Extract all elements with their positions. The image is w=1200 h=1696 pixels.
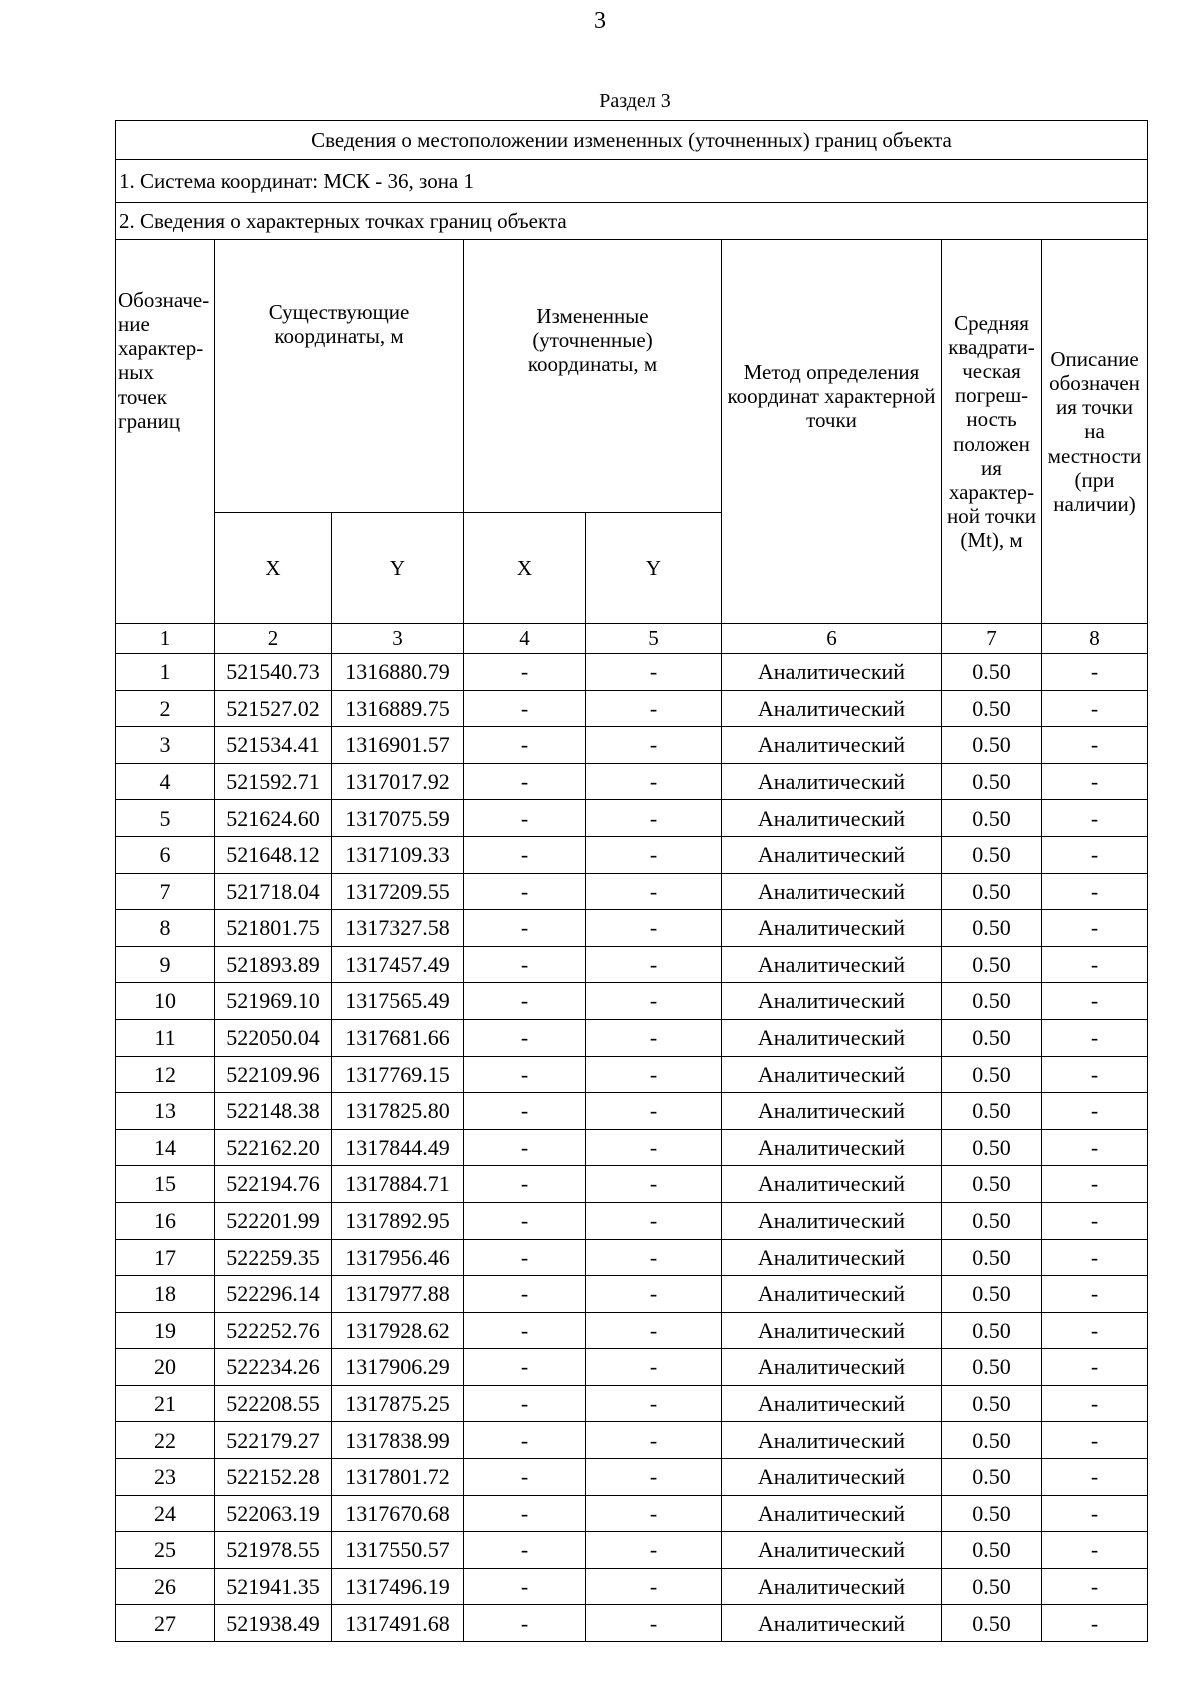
method: Аналитический (722, 1166, 942, 1203)
changed-x: - (464, 946, 586, 983)
point-description: - (1042, 1422, 1148, 1459)
table-row (116, 910, 1148, 947)
method: Аналитический (722, 1093, 942, 1130)
changed-x: - (464, 800, 586, 837)
changed-y: - (586, 1495, 722, 1532)
method: Аналитический (722, 983, 942, 1020)
existing-y: 1317670.68 (332, 1495, 464, 1532)
point-number: 6 (116, 836, 215, 873)
point-number: 17 (116, 1239, 215, 1276)
point-description: - (1042, 946, 1148, 983)
point-number: 26 (116, 1568, 215, 1605)
existing-x: 521624.60 (215, 800, 332, 837)
table-row (116, 1459, 1148, 1496)
page-number: 3 (594, 8, 606, 34)
mean-error: 0.50 (942, 1349, 1042, 1386)
method: Аналитический (722, 1385, 942, 1422)
mean-error: 0.50 (942, 1129, 1042, 1166)
point-description: - (1042, 1459, 1148, 1496)
mean-error: 0.50 (942, 1166, 1042, 1203)
changed-y: - (586, 763, 722, 800)
existing-y: 1317977.88 (332, 1276, 464, 1313)
column-number: 2 (215, 624, 332, 654)
mean-error: 0.50 (942, 1495, 1042, 1532)
point-description: - (1042, 1312, 1148, 1349)
existing-x: 522152.28 (215, 1459, 332, 1496)
header-changed-x: X (464, 513, 586, 624)
changed-y: - (586, 727, 722, 764)
changed-y: - (586, 1568, 722, 1605)
point-number: 23 (116, 1459, 215, 1496)
changed-y: - (586, 1239, 722, 1276)
table-row (116, 763, 1148, 800)
method: Аналитический (722, 1019, 942, 1056)
column-number: 6 (722, 624, 942, 654)
existing-y: 1316901.57 (332, 727, 464, 764)
point-number: 1 (116, 654, 215, 691)
point-description: - (1042, 763, 1148, 800)
table-row (116, 800, 1148, 837)
method: Аналитический (722, 1605, 942, 1642)
table-row (116, 1019, 1148, 1056)
point-number: 2 (116, 690, 215, 727)
mean-error: 0.50 (942, 1422, 1042, 1459)
existing-x: 522208.55 (215, 1385, 332, 1422)
point-number: 19 (116, 1312, 215, 1349)
table-row (116, 1056, 1148, 1093)
existing-y: 1316889.75 (332, 690, 464, 727)
header-changed-coordinates: Измененные (уточненные) координаты, м (464, 240, 722, 513)
point-number: 16 (116, 1202, 215, 1239)
table-row (116, 1422, 1148, 1459)
header-method: Метод определения координат характерной точки (722, 240, 942, 624)
changed-x: - (464, 654, 586, 691)
existing-y: 1316880.79 (332, 654, 464, 691)
point-number: 21 (116, 1385, 215, 1422)
method: Аналитический (722, 1495, 942, 1532)
table-row (116, 836, 1148, 873)
existing-x: 521592.71 (215, 763, 332, 800)
header-error: Средняя квадрати-ческая погреш-ность положен ия характер-ной точки (Mt), м (942, 240, 1042, 624)
existing-y: 1317209.55 (332, 873, 464, 910)
point-description: - (1042, 873, 1148, 910)
changed-x: - (464, 836, 586, 873)
changed-y: - (586, 1129, 722, 1166)
table-row (116, 1129, 1148, 1166)
header-description: Описание обозначен ия точки на местности (при наличии) (1042, 240, 1148, 624)
point-description: - (1042, 1495, 1148, 1532)
existing-x: 521540.73 (215, 654, 332, 691)
existing-y: 1317884.71 (332, 1166, 464, 1203)
column-number: 5 (586, 624, 722, 654)
changed-x: - (464, 1093, 586, 1130)
changed-y: - (586, 1385, 722, 1422)
table-row (116, 946, 1148, 983)
existing-y: 1317769.15 (332, 1056, 464, 1093)
point-number: 15 (116, 1166, 215, 1203)
changed-x: - (464, 1019, 586, 1056)
changed-y: - (586, 800, 722, 837)
mean-error: 0.50 (942, 727, 1042, 764)
points-heading: 2. Сведения о характерных точках границ объекта (116, 203, 1148, 240)
table-title: Сведения о местоположении измененных (уточненных) границ объекта (116, 121, 1148, 160)
section-label: Раздел 3 (599, 90, 671, 112)
changed-y: - (586, 836, 722, 873)
existing-x: 522194.76 (215, 1166, 332, 1203)
method: Аналитический (722, 1459, 942, 1496)
changed-y: - (586, 1532, 722, 1569)
point-description: - (1042, 910, 1148, 947)
header-designation: Обозначе- ние характер- ных точек границ (116, 240, 215, 624)
table-row (116, 1276, 1148, 1313)
existing-x: 522148.38 (215, 1093, 332, 1130)
changed-y: - (586, 910, 722, 947)
point-number: 3 (116, 727, 215, 764)
point-description: - (1042, 1349, 1148, 1386)
point-number: 18 (116, 1276, 215, 1313)
column-number: 3 (332, 624, 464, 654)
changed-x: - (464, 1166, 586, 1203)
existing-x: 521941.35 (215, 1568, 332, 1605)
method: Аналитический (722, 690, 942, 727)
changed-x: - (464, 1459, 586, 1496)
mean-error: 0.50 (942, 1459, 1042, 1496)
changed-y: - (586, 690, 722, 727)
table-row (116, 690, 1148, 727)
mean-error: 0.50 (942, 1385, 1042, 1422)
existing-x: 521938.49 (215, 1605, 332, 1642)
changed-x: - (464, 1349, 586, 1386)
point-description: - (1042, 1385, 1148, 1422)
changed-x: - (464, 763, 586, 800)
changed-x: - (464, 1276, 586, 1313)
existing-y: 1317844.49 (332, 1129, 464, 1166)
changed-y: - (586, 1605, 722, 1642)
point-description: - (1042, 1276, 1148, 1313)
point-description: - (1042, 1166, 1148, 1203)
changed-x: - (464, 983, 586, 1020)
changed-y: - (586, 1019, 722, 1056)
existing-y: 1317681.66 (332, 1019, 464, 1056)
existing-y: 1317017.92 (332, 763, 464, 800)
point-description: - (1042, 1202, 1148, 1239)
changed-y: - (586, 654, 722, 691)
existing-y: 1317928.62 (332, 1312, 464, 1349)
existing-x: 521801.75 (215, 910, 332, 947)
point-description: - (1042, 1532, 1148, 1569)
point-number: 4 (116, 763, 215, 800)
changed-x: - (464, 1495, 586, 1532)
table-row (116, 654, 1148, 691)
existing-x: 522259.35 (215, 1239, 332, 1276)
changed-y: - (586, 873, 722, 910)
method: Аналитический (722, 836, 942, 873)
column-number: 4 (464, 624, 586, 654)
existing-y: 1317875.25 (332, 1385, 464, 1422)
changed-y: - (586, 1056, 722, 1093)
point-number: 9 (116, 946, 215, 983)
header-changed-y: Y (586, 513, 722, 624)
changed-y: - (586, 1093, 722, 1130)
table-row (116, 873, 1148, 910)
method: Аналитический (722, 763, 942, 800)
existing-x: 521534.41 (215, 727, 332, 764)
table-row (116, 1166, 1148, 1203)
changed-y: - (586, 1202, 722, 1239)
existing-y: 1317457.49 (332, 946, 464, 983)
mean-error: 0.50 (942, 873, 1042, 910)
header-existing-coordinates: Существующие координаты, м (215, 240, 464, 513)
changed-y: - (586, 1312, 722, 1349)
changed-x: - (464, 873, 586, 910)
point-description: - (1042, 1605, 1148, 1642)
changed-x: - (464, 1422, 586, 1459)
point-number: 27 (116, 1605, 215, 1642)
method: Аналитический (722, 1349, 942, 1386)
existing-x: 521648.12 (215, 836, 332, 873)
table-row (116, 983, 1148, 1020)
existing-y: 1317565.49 (332, 983, 464, 1020)
mean-error: 0.50 (942, 763, 1042, 800)
changed-x: - (464, 1056, 586, 1093)
existing-x: 522252.76 (215, 1312, 332, 1349)
column-number: 1 (116, 624, 215, 654)
method: Аналитический (722, 727, 942, 764)
method: Аналитический (722, 1532, 942, 1569)
method: Аналитический (722, 1129, 942, 1166)
point-number: 22 (116, 1422, 215, 1459)
existing-y: 1317327.58 (332, 910, 464, 947)
method: Аналитический (722, 654, 942, 691)
changed-y: - (586, 1166, 722, 1203)
method: Аналитический (722, 1239, 942, 1276)
mean-error: 0.50 (942, 1056, 1042, 1093)
mean-error: 0.50 (942, 1568, 1042, 1605)
mean-error: 0.50 (942, 690, 1042, 727)
mean-error: 0.50 (942, 800, 1042, 837)
changed-x: - (464, 1202, 586, 1239)
method: Аналитический (722, 910, 942, 947)
existing-x: 522109.96 (215, 1056, 332, 1093)
header-existing-x: X (215, 513, 332, 624)
mean-error: 0.50 (942, 946, 1042, 983)
point-description: - (1042, 1239, 1148, 1276)
existing-y: 1317075.59 (332, 800, 464, 837)
point-description: - (1042, 727, 1148, 764)
mean-error: 0.50 (942, 1202, 1042, 1239)
point-description: - (1042, 1019, 1148, 1056)
changed-y: - (586, 1459, 722, 1496)
existing-x: 521893.89 (215, 946, 332, 983)
mean-error: 0.50 (942, 1093, 1042, 1130)
changed-y: - (586, 1276, 722, 1313)
existing-y: 1317825.80 (332, 1093, 464, 1130)
method: Аналитический (722, 873, 942, 910)
table-row (116, 1532, 1148, 1569)
changed-x: - (464, 1385, 586, 1422)
changed-x: - (464, 1129, 586, 1166)
existing-y: 1317906.29 (332, 1349, 464, 1386)
existing-y: 1317838.99 (332, 1422, 464, 1459)
boundary-points-table (115, 120, 1148, 1642)
existing-x: 521527.02 (215, 690, 332, 727)
changed-y: - (586, 946, 722, 983)
existing-y: 1317550.57 (332, 1532, 464, 1569)
changed-y: - (586, 1349, 722, 1386)
header-existing-y: Y (332, 513, 464, 624)
existing-x: 522201.99 (215, 1202, 332, 1239)
point-description: - (1042, 983, 1148, 1020)
changed-y: - (586, 983, 722, 1020)
point-number: 7 (116, 873, 215, 910)
point-description: - (1042, 654, 1148, 691)
mean-error: 0.50 (942, 654, 1042, 691)
mean-error: 0.50 (942, 836, 1042, 873)
method: Аналитический (722, 1422, 942, 1459)
method: Аналитический (722, 1202, 942, 1239)
point-description: - (1042, 690, 1148, 727)
existing-x: 521718.04 (215, 873, 332, 910)
column-number: 7 (942, 624, 1042, 654)
table-row (116, 1093, 1148, 1130)
mean-error: 0.50 (942, 910, 1042, 947)
point-number: 10 (116, 983, 215, 1020)
column-number: 8 (1042, 624, 1148, 654)
point-number: 12 (116, 1056, 215, 1093)
point-number: 5 (116, 800, 215, 837)
existing-y: 1317496.19 (332, 1568, 464, 1605)
method: Аналитический (722, 946, 942, 983)
point-description: - (1042, 1568, 1148, 1605)
point-description: - (1042, 1093, 1148, 1130)
changed-x: - (464, 727, 586, 764)
point-number: 8 (116, 910, 215, 947)
table-row (116, 1385, 1148, 1422)
column-number-row (116, 624, 1148, 654)
existing-x: 522063.19 (215, 1495, 332, 1532)
existing-x: 522050.04 (215, 1019, 332, 1056)
point-number: 20 (116, 1349, 215, 1386)
table-row (116, 1349, 1148, 1386)
mean-error: 0.50 (942, 1605, 1042, 1642)
table-row (116, 1312, 1148, 1349)
coordinate-system: 1. Система координат: МСК - 36, зона 1 (116, 160, 1148, 203)
point-description: - (1042, 1056, 1148, 1093)
point-number: 11 (116, 1019, 215, 1056)
point-description: - (1042, 836, 1148, 873)
existing-y: 1317491.68 (332, 1605, 464, 1642)
existing-x: 522162.20 (215, 1129, 332, 1166)
method: Аналитический (722, 1276, 942, 1313)
changed-x: - (464, 1532, 586, 1569)
changed-x: - (464, 1605, 586, 1642)
point-description: - (1042, 800, 1148, 837)
changed-x: - (464, 690, 586, 727)
table-row (116, 1605, 1148, 1642)
table-row (116, 727, 1148, 764)
mean-error: 0.50 (942, 1019, 1042, 1056)
table-row (116, 1568, 1148, 1605)
changed-x: - (464, 1568, 586, 1605)
table-row (116, 1495, 1148, 1532)
point-number: 13 (116, 1093, 215, 1130)
mean-error: 0.50 (942, 1312, 1042, 1349)
point-description: - (1042, 1129, 1148, 1166)
method: Аналитический (722, 800, 942, 837)
mean-error: 0.50 (942, 1239, 1042, 1276)
existing-x: 522179.27 (215, 1422, 332, 1459)
existing-y: 1317109.33 (332, 836, 464, 873)
existing-x: 521978.55 (215, 1532, 332, 1569)
mean-error: 0.50 (942, 983, 1042, 1020)
existing-y: 1317892.95 (332, 1202, 464, 1239)
point-number: 14 (116, 1129, 215, 1166)
table-row (116, 1202, 1148, 1239)
point-number: 25 (116, 1532, 215, 1569)
table-row (116, 1239, 1148, 1276)
existing-y: 1317956.46 (332, 1239, 464, 1276)
existing-x: 521969.10 (215, 983, 332, 1020)
existing-x: 522234.26 (215, 1349, 332, 1386)
mean-error: 0.50 (942, 1532, 1042, 1569)
changed-x: - (464, 910, 586, 947)
mean-error: 0.50 (942, 1276, 1042, 1313)
method: Аналитический (722, 1312, 942, 1349)
point-number: 24 (116, 1495, 215, 1532)
method: Аналитический (722, 1056, 942, 1093)
method: Аналитический (722, 1568, 942, 1605)
changed-y: - (586, 1422, 722, 1459)
existing-x: 522296.14 (215, 1276, 332, 1313)
changed-x: - (464, 1239, 586, 1276)
changed-x: - (464, 1312, 586, 1349)
existing-y: 1317801.72 (332, 1459, 464, 1496)
